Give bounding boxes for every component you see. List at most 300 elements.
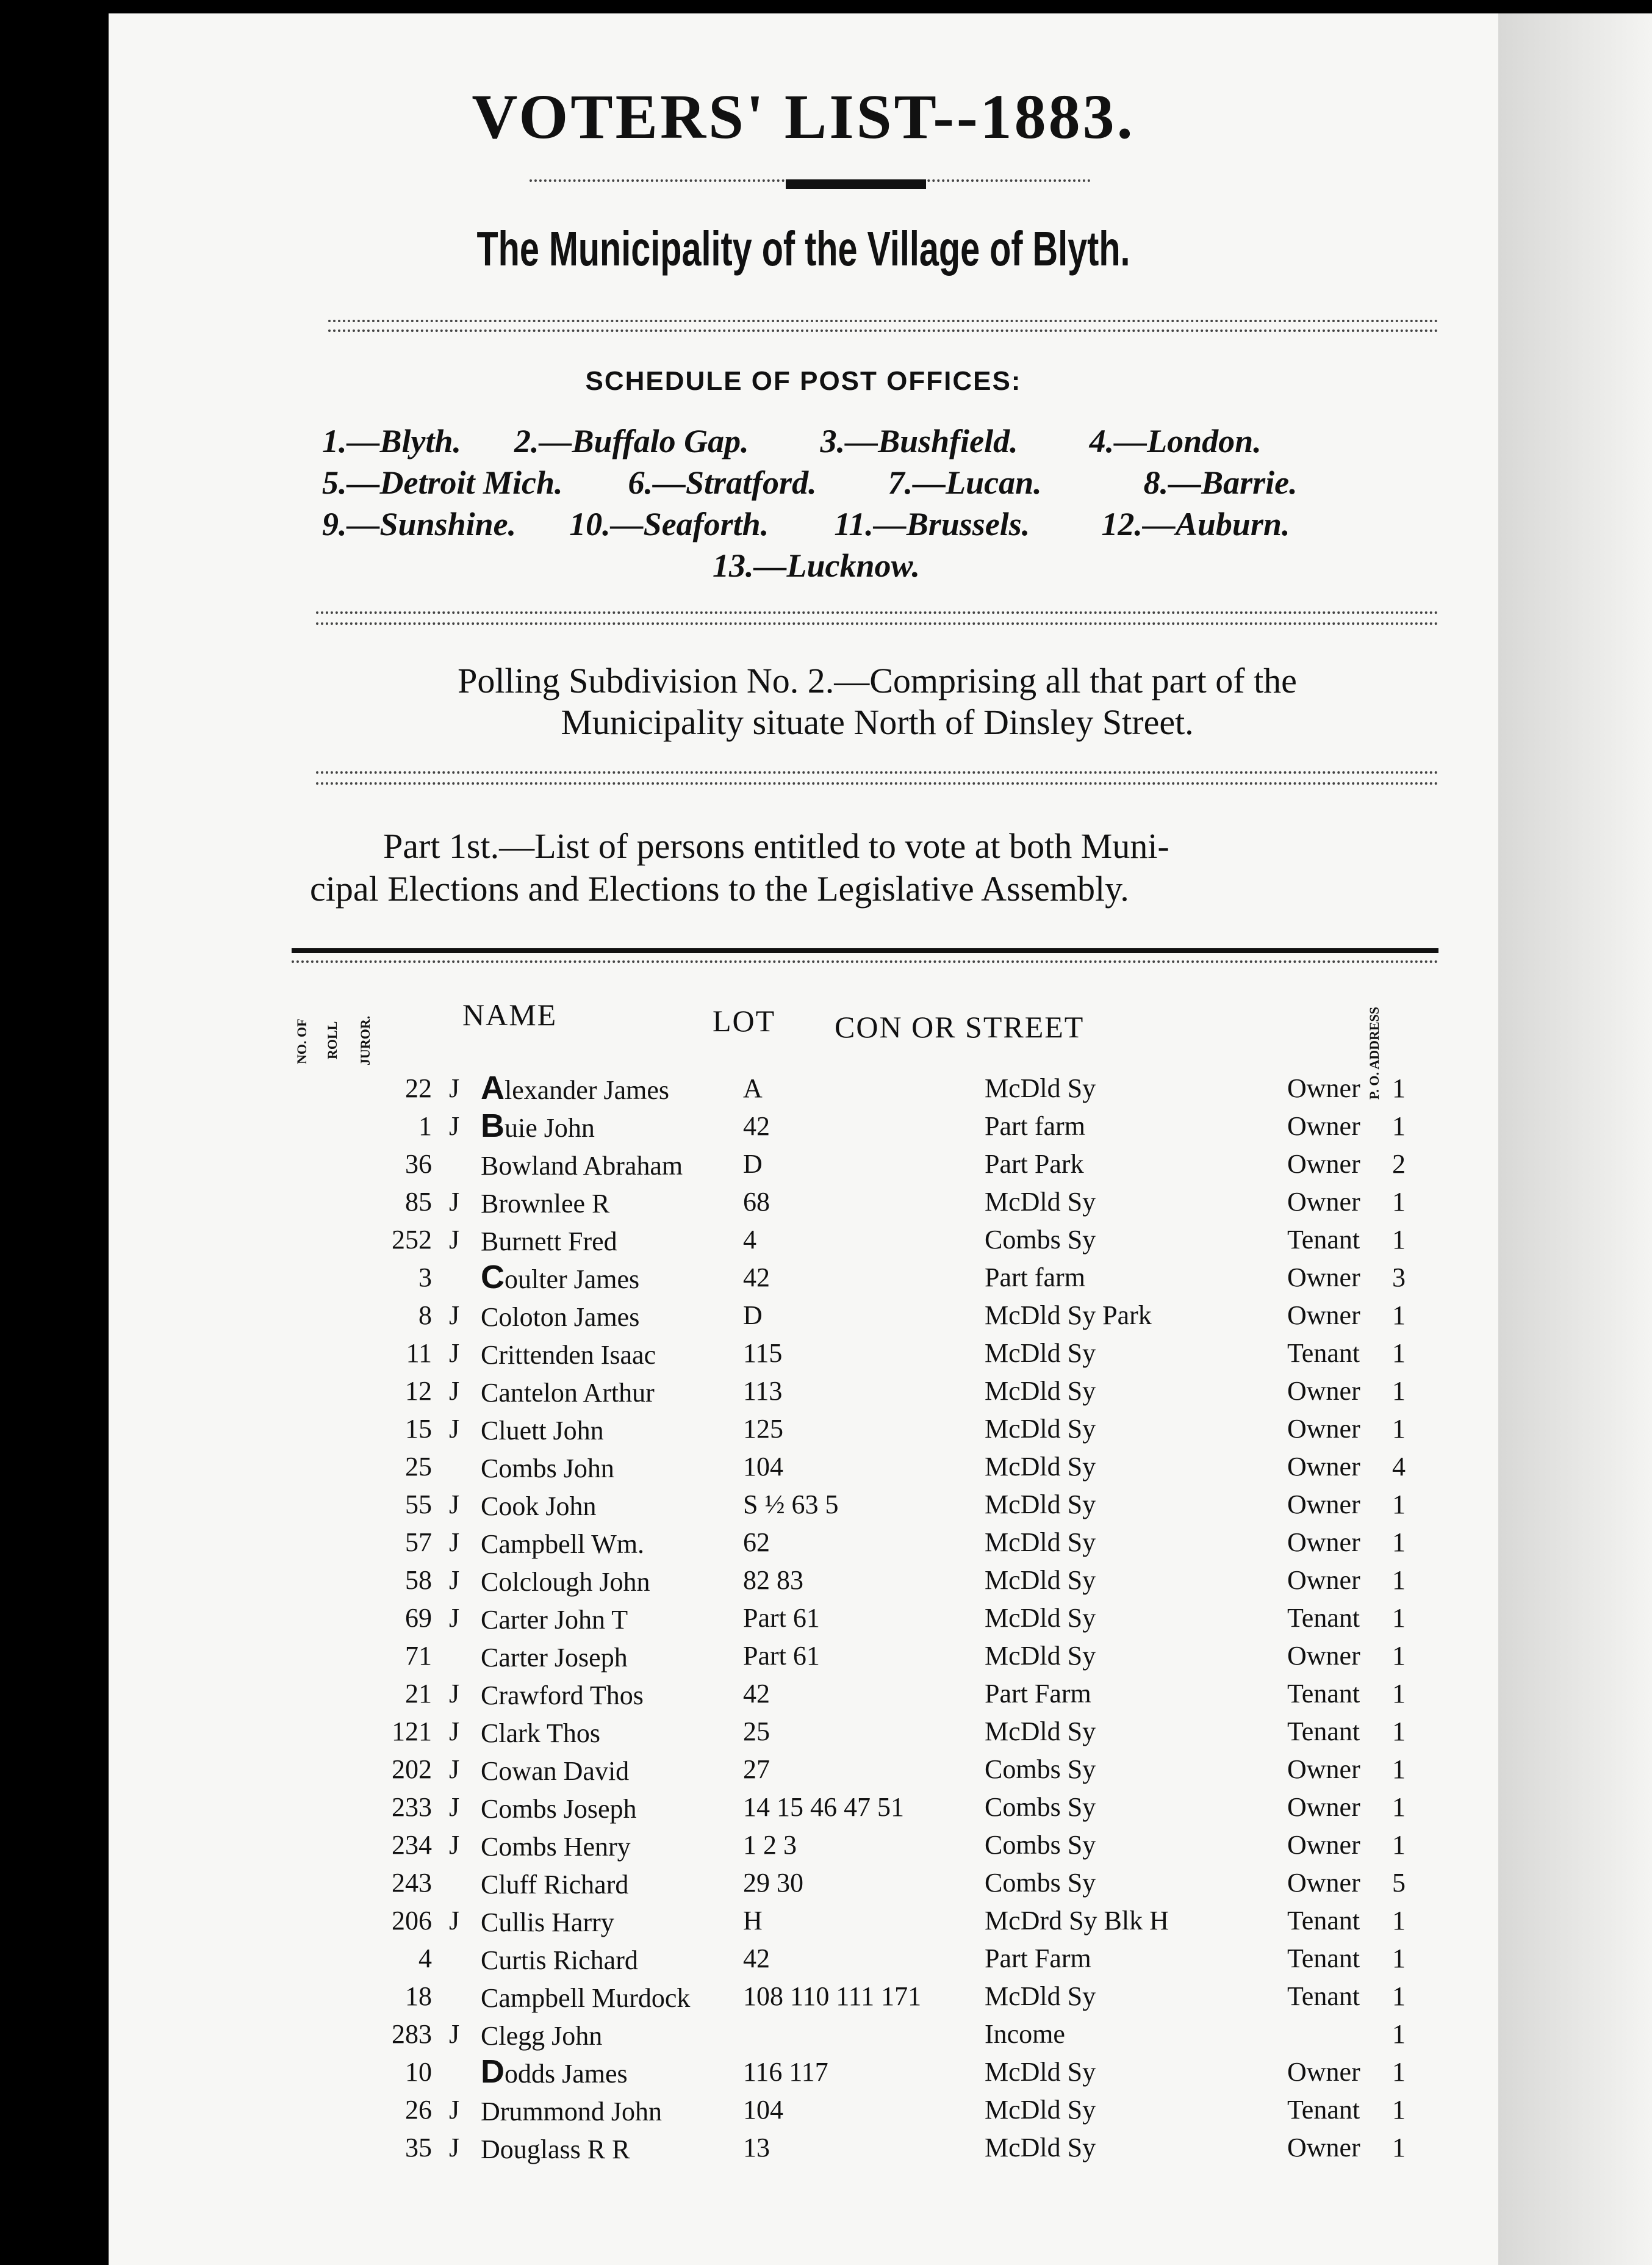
lot-cell: 4 (743, 1224, 756, 1255)
po-address-cell: 1 (1392, 1527, 1406, 1557)
voter-name-cell (481, 1712, 743, 1750)
table-row (286, 2053, 1429, 2090)
voter-name-text: Crittenden Isaac (481, 1340, 656, 1370)
voter-name-cell (481, 1258, 743, 1296)
occupancy-cell: Tenant (1287, 1338, 1360, 1368)
table-row (286, 1674, 1429, 1712)
juror-mark-cell: J (449, 1527, 460, 1557)
juror-mark-cell: J (449, 1375, 460, 1406)
po-address-cell: 1 (1392, 1716, 1406, 1746)
lot-cell: 25 (743, 1716, 770, 1746)
voter-name-text: Colclough John (481, 1567, 650, 1597)
header-po-address: P. O. ADDRESS (1366, 1006, 1382, 1100)
juror-mark-cell: J (449, 1716, 460, 1746)
table-row (286, 2015, 1429, 2053)
voter-name-cell (481, 1863, 743, 1901)
po-address-cell: 1 (1392, 2132, 1406, 2162)
voter-name-cell (481, 1788, 743, 1826)
po-address-cell: 1 (1392, 1602, 1406, 1633)
occupancy-cell: Owner (1287, 1300, 1360, 1330)
post-office-item: 8.—Barrie. (1143, 464, 1298, 501)
occupancy-cell: Owner (1287, 1073, 1360, 1103)
voter-name-cell (481, 1523, 743, 1561)
roll-number-cell: 26 (405, 2094, 432, 2125)
juror-mark-cell: J (449, 1754, 460, 1784)
juror-mark-cell (449, 1145, 481, 1183)
con-or-street-cell: Part Farm (985, 1943, 1091, 1973)
lot-cell: 68 (743, 1186, 770, 1217)
roll-number-cell: 202 (392, 1754, 432, 1784)
alphabet-initial: C (481, 1259, 505, 1295)
con-or-street-cell: Combs Sy (985, 1829, 1096, 1860)
table-row (286, 1220, 1429, 1258)
roll-number-cell: 1 (418, 1111, 432, 1141)
voter-name-text: Carter Joseph (481, 1643, 628, 1673)
post-office-item: 11.—Brussels. (834, 506, 1030, 542)
voter-name-cell (481, 1939, 743, 1977)
lot-cell: Part 61 (743, 1602, 820, 1633)
juror-mark-cell: J (449, 1224, 460, 1255)
roll-number-cell: 3 (418, 1262, 432, 1292)
table-row (286, 1069, 1429, 1107)
voter-name-cell (481, 1334, 743, 1372)
con-or-street-cell: McDld Sy (985, 1338, 1096, 1368)
post-office-item: 1.—Blyth. (322, 423, 462, 459)
voter-name-text: Campbell Wm. (481, 1529, 645, 1559)
con-or-street-cell: Combs Sy (985, 1867, 1096, 1898)
con-or-street-cell: Income (985, 2018, 1065, 2049)
voter-name-cell (481, 1637, 743, 1674)
divider-dotted (316, 782, 1438, 785)
juror-mark-cell: J (449, 1338, 460, 1368)
po-address-cell: 5 (1392, 1867, 1406, 1898)
voter-name-cell (481, 2128, 743, 2166)
polling-subdivision (310, 660, 1445, 743)
juror-mark-cell: J (449, 1413, 460, 1444)
voter-name-cell (481, 1069, 743, 1107)
post-office-item: 10.—Seaforth. (569, 506, 769, 542)
con-or-street-cell: McDld Sy (985, 1527, 1096, 1557)
voter-name-text: Drummond John (481, 2097, 662, 2126)
occupancy-cell: Owner (1287, 1186, 1360, 1217)
roll-number-cell: 21 (405, 1678, 432, 1709)
con-or-street-cell: McDld Sy (985, 2056, 1096, 2087)
con-or-street-cell: McDld Sy (985, 1981, 1096, 2011)
po-address-cell: 1 (1392, 2018, 1406, 2049)
divider-dotted (316, 622, 1438, 625)
con-or-street-cell: McDld Sy (985, 1640, 1096, 1671)
juror-mark-cell (449, 1939, 481, 1977)
con-or-street-cell: McDld Sy (985, 2132, 1096, 2162)
voter-name-text: Cluett John (481, 1416, 604, 1446)
table-row (286, 1447, 1429, 1485)
con-or-street-cell: Part Park (985, 1148, 1084, 1179)
voter-name-cell (481, 1372, 743, 1410)
lot-cell: 104 (743, 1451, 783, 1482)
juror-mark-cell: J (449, 1829, 460, 1860)
juror-mark-cell: J (449, 1791, 460, 1822)
post-office-item: 3.—Bushfield. (820, 423, 1018, 459)
voter-name-text: oulter James (505, 1264, 640, 1294)
table-row (286, 1258, 1429, 1296)
divider-dotted (316, 771, 1438, 774)
con-or-street-cell: Combs Sy (985, 1754, 1096, 1784)
voter-name-text: Cook John (481, 1491, 597, 1521)
occupancy-cell: Tenant (1287, 1943, 1360, 1973)
juror-mark-cell: J (449, 1602, 460, 1633)
header-no-of-roll: NO. OF (294, 1018, 309, 1064)
po-address-cell: 1 (1392, 1338, 1406, 1368)
voter-name-cell (481, 1826, 743, 1863)
lot-cell: A (743, 1073, 763, 1103)
roll-number-cell: 69 (405, 1602, 432, 1633)
post-office-item: 6.—Stratford. (628, 464, 817, 501)
post-office-item: 4.—London. (1089, 423, 1262, 459)
voter-name-text: Cullis Harry (481, 1907, 614, 1937)
juror-mark-cell (449, 1863, 481, 1901)
po-address-cell: 1 (1392, 1640, 1406, 1671)
lot-cell: 115 (743, 1338, 783, 1368)
lot-cell: 108 110 111 171 (743, 1981, 922, 2011)
table-row (286, 1372, 1429, 1410)
juror-mark-cell: J (449, 2094, 460, 2125)
divider-dotted (328, 320, 1438, 322)
occupancy-cell: Owner (1287, 1754, 1360, 1784)
juror-mark-cell: J (449, 1489, 460, 1519)
table-row (286, 1901, 1429, 1939)
post-office-item: 7.—Lucan. (888, 464, 1042, 501)
occupancy-cell: Owner (1287, 1640, 1360, 1671)
header-roll: ROLL (325, 1021, 340, 1059)
roll-number-cell: 243 (392, 1867, 432, 1898)
roll-number-cell: 35 (405, 2132, 432, 2162)
roll-number-cell: 22 (405, 1073, 432, 1103)
voter-name-text: uie John (505, 1113, 595, 1143)
voter-name-cell (481, 1220, 743, 1258)
po-address-cell: 4 (1392, 1451, 1406, 1482)
roll-number-cell: 12 (405, 1375, 432, 1406)
roll-number-cell: 11 (406, 1338, 432, 1368)
con-or-street-cell: Combs Sy (985, 1791, 1096, 1822)
voter-name-text: Douglass R R (481, 2134, 630, 2164)
voter-name-text: Curtis Richard (481, 1945, 638, 1975)
roll-number-cell: 71 (405, 1640, 432, 1671)
voters-table-body (286, 1069, 1429, 2166)
juror-mark-cell: J (449, 1186, 460, 1217)
table-row (286, 1183, 1429, 1220)
lot-cell: 27 (743, 1754, 770, 1784)
table-row (286, 1561, 1429, 1599)
voter-name-cell (481, 1977, 743, 2015)
voter-name-text: Clegg John (481, 2021, 603, 2051)
po-address-cell: 1 (1392, 1375, 1406, 1406)
table-row (286, 1637, 1429, 1674)
juror-mark-cell: J (449, 1905, 460, 1936)
table-row (286, 1863, 1429, 1901)
table-row (286, 1939, 1429, 1977)
voters-table (286, 1069, 1429, 2166)
lot-cell: 62 (743, 1527, 770, 1557)
table-row (286, 1334, 1429, 1372)
con-or-street-cell: McDld Sy (985, 1413, 1096, 1444)
table-row (286, 1599, 1429, 1637)
con-or-street-cell: Part farm (985, 1262, 1085, 1292)
lot-cell: 42 (743, 1678, 770, 1709)
juror-mark-cell: J (449, 1300, 460, 1330)
roll-number-cell: 206 (392, 1905, 432, 1936)
voter-name-cell (481, 2090, 743, 2128)
voter-name-cell (481, 2053, 743, 2090)
lot-cell: 1 2 3 (743, 1829, 797, 1860)
con-or-street-cell: McDld Sy (985, 1489, 1096, 1519)
header-lot: LOT (713, 1004, 776, 1038)
header-juror: JUROR. (357, 1015, 373, 1065)
part-line: Part 1st.—List of persons entitled to vote at both Muni- (383, 826, 1169, 866)
juror-mark-cell: J (449, 2018, 460, 2049)
alphabet-initial: A (481, 1070, 505, 1106)
po-address-cell: 1 (1392, 1791, 1406, 1822)
voter-name-text: Bowland Abraham (481, 1151, 683, 1181)
juror-mark-cell (449, 1977, 481, 2015)
occupancy-cell: Owner (1287, 1262, 1360, 1292)
voter-name-text: Campbell Murdock (481, 1983, 691, 2013)
lot-cell: D (743, 1300, 763, 1330)
lot-cell: 14 15 46 47 51 (743, 1791, 904, 1822)
po-address-cell: 1 (1392, 2056, 1406, 2087)
occupancy-cell: Owner (1287, 1375, 1360, 1406)
voter-name-text: Cluff Richard (481, 1870, 629, 1900)
occupancy-cell: Owner (1287, 1413, 1360, 1444)
juror-mark-cell: J (449, 1073, 460, 1103)
table-row (286, 2128, 1429, 2166)
po-address-cell: 1 (1392, 1073, 1406, 1103)
voter-name-cell (481, 1674, 743, 1712)
roll-number-cell: 121 (392, 1716, 432, 1746)
voter-name-text: Cowan David (481, 1756, 630, 1786)
po-address-cell: 1 (1392, 1413, 1406, 1444)
table-row (286, 1750, 1429, 1788)
header-con-or-street: CON OR STREET (835, 1010, 1085, 1044)
polling-line: Municipality situate North of Dinsley Street. (561, 702, 1194, 742)
occupancy-cell: Tenant (1287, 1602, 1360, 1633)
lot-cell: 13 (743, 2132, 770, 2162)
voter-name-text: Coloton James (481, 1302, 640, 1332)
voter-name-cell (481, 1561, 743, 1599)
lot-cell: 113 (743, 1375, 783, 1406)
post-office-item: 5.—Detroit Mich. (322, 464, 563, 501)
roll-number-cell: 15 (405, 1413, 432, 1444)
post-office-row (713, 547, 920, 585)
voter-name-text: Burnett Fred (481, 1226, 617, 1256)
occupancy-cell: Owner (1287, 2056, 1360, 2087)
lot-cell: 104 (743, 2094, 783, 2125)
occupancy-cell: Tenant (1287, 1981, 1360, 2011)
page-subtitle: The Municipality of the Village of Blyth. (476, 221, 1130, 276)
po-address-cell: 1 (1392, 1943, 1406, 1973)
roll-number-cell: 234 (392, 1829, 432, 1860)
post-office-item: 13.—Lucknow. (713, 547, 921, 584)
voter-name-cell (481, 1599, 743, 1637)
table-row (286, 1788, 1429, 1826)
con-or-street-cell: Part farm (985, 1111, 1085, 1141)
po-address-cell: 1 (1392, 1905, 1406, 1936)
lot-cell: 116 117 (743, 2056, 828, 2087)
post-office-row (322, 505, 1290, 543)
occupancy-cell: Owner (1287, 1111, 1360, 1141)
con-or-street-cell: McDrd Sy Blk H (985, 1905, 1169, 1936)
table-row (286, 1410, 1429, 1447)
con-or-street-cell: McDld Sy (985, 1451, 1096, 1482)
facing-page-edge (1498, 13, 1652, 2265)
table-row (286, 1977, 1429, 2015)
con-or-street-cell: Combs Sy (985, 1224, 1096, 1255)
roll-number-cell: 36 (405, 1148, 432, 1179)
lot-cell: Part 61 (743, 1640, 820, 1671)
voter-name-cell (481, 2015, 743, 2053)
table-row (286, 1523, 1429, 1561)
con-or-street-cell: McDld Sy Park (985, 1300, 1152, 1330)
po-address-cell: 3 (1392, 1262, 1406, 1292)
table-top-rule (292, 948, 1438, 953)
roll-number-cell: 10 (405, 2056, 432, 2087)
occupancy-cell: Tenant (1287, 1678, 1360, 1709)
po-address-cell: 1 (1392, 1981, 1406, 2011)
roll-number-cell: 58 (405, 1565, 432, 1595)
voter-name-cell (481, 1447, 743, 1485)
table-row (286, 2090, 1429, 2128)
table-row (286, 1296, 1429, 1334)
occupancy-cell: Owner (1287, 1867, 1360, 1898)
voter-name-text: Combs Henry (481, 1832, 631, 1862)
table-row (286, 1485, 1429, 1523)
lot-cell: 125 (743, 1413, 783, 1444)
po-address-cell: 1 (1392, 1565, 1406, 1595)
voter-name-cell (481, 1296, 743, 1334)
po-address-cell: 1 (1392, 1224, 1406, 1255)
occupancy-cell: Tenant (1287, 1905, 1360, 1936)
po-address-cell: 1 (1392, 1300, 1406, 1330)
voter-name-text: Crawford Thos (481, 1680, 644, 1710)
lot-cell: S ½ 63 5 (743, 1489, 839, 1519)
juror-mark-cell: J (449, 2132, 460, 2162)
table-row (286, 1826, 1429, 1863)
roll-number-cell: 4 (418, 1943, 432, 1973)
con-or-street-cell: McDld Sy (985, 1602, 1096, 1633)
voter-name-text: Cantelon Arthur (481, 1378, 655, 1408)
voter-name-cell (481, 1107, 743, 1145)
voter-name-cell (481, 1485, 743, 1523)
voter-name-text: Clark Thos (481, 1718, 600, 1748)
voter-name-text: Combs John (481, 1453, 614, 1483)
po-address-cell: 1 (1392, 1678, 1406, 1709)
roll-number-cell: 18 (405, 1981, 432, 2011)
po-address-cell: 1 (1392, 1829, 1406, 1860)
roll-number-cell: 25 (405, 1451, 432, 1482)
po-address-cell: 1 (1392, 1111, 1406, 1141)
voter-name-text: Carter John T (481, 1605, 628, 1635)
divider-dotted (316, 611, 1438, 614)
con-or-street-cell: McDld Sy (985, 2094, 1096, 2125)
divider-dotted (328, 329, 1438, 332)
occupancy-cell: Owner (1287, 1451, 1360, 1482)
post-office-item: 2.—Buffalo Gap. (514, 423, 749, 459)
document-page (109, 13, 1498, 2265)
voter-name-text: odds James (505, 2059, 628, 2089)
occupancy-cell: Owner (1287, 1565, 1360, 1595)
roll-number-cell: 85 (405, 1186, 432, 1217)
juror-mark-cell (449, 2053, 481, 2090)
juror-mark-cell: J (449, 1111, 460, 1141)
table-row (286, 1145, 1429, 1183)
page-title: VOTERS' LIST--1883. (472, 82, 1135, 152)
lot-cell: D (743, 1148, 763, 1179)
voter-name-text: Combs Joseph (481, 1794, 637, 1824)
schedule-heading: SCHEDULE OF POST OFFICES: (585, 366, 1022, 396)
part-heading (310, 825, 1445, 910)
roll-number-cell: 55 (405, 1489, 432, 1519)
lot-cell: 82 83 (743, 1565, 803, 1595)
lot-cell: 29 30 (743, 1867, 803, 1898)
post-office-row (322, 422, 1262, 460)
lot-cell: 42 (743, 1111, 770, 1141)
juror-mark-cell (449, 1447, 481, 1485)
roll-number-cell: 283 (392, 2018, 432, 2049)
po-address-cell: 1 (1392, 1186, 1406, 1217)
alphabet-initial: B (481, 1107, 505, 1144)
juror-mark-cell: J (449, 1678, 460, 1709)
lot-cell (743, 2015, 985, 2053)
voter-name-cell (481, 1145, 743, 1183)
con-or-street-cell: McDld Sy (985, 1716, 1096, 1746)
table-row (286, 1712, 1429, 1750)
occupancy-cell: Tenant (1287, 1224, 1360, 1255)
po-address-cell: 1 (1392, 1489, 1406, 1519)
con-or-street-cell: McDld Sy (985, 1375, 1096, 1406)
po-address-cell: 2 (1392, 1148, 1406, 1179)
voter-name-cell (481, 1901, 743, 1939)
voter-name-cell (481, 1410, 743, 1447)
occupancy-cell: Tenant (1287, 2094, 1360, 2125)
roll-number-cell: 8 (418, 1300, 432, 1330)
occupancy-cell: Owner (1287, 2132, 1360, 2162)
occupancy-cell: Owner (1287, 1527, 1360, 1557)
po-address-cell: 1 (1392, 1754, 1406, 1784)
occupancy-cell: Owner (1287, 1148, 1360, 1179)
table-row (286, 1107, 1429, 1145)
lot-cell: 42 (743, 1943, 770, 1973)
post-office-row (322, 464, 1298, 502)
occupancy-cell: Owner (1287, 1489, 1360, 1519)
alphabet-initial: D (481, 2053, 505, 2090)
occupancy-cell: Owner (1287, 1791, 1360, 1822)
voter-name-text: Brownlee R (481, 1189, 610, 1219)
post-office-item: 12.—Auburn. (1101, 506, 1290, 542)
con-or-street-cell: Part Farm (985, 1678, 1091, 1709)
voter-name-cell (481, 1750, 743, 1788)
voter-name-cell (481, 1183, 743, 1220)
roll-number-cell: 57 (405, 1527, 432, 1557)
juror-mark-cell (449, 1258, 481, 1296)
occupancy-cell: Owner (1287, 1829, 1360, 1860)
roll-number-cell: 252 (392, 1224, 432, 1255)
juror-mark-cell: J (449, 1565, 460, 1595)
con-or-street-cell: McDld Sy (985, 1073, 1096, 1103)
po-address-cell: 1 (1392, 2094, 1406, 2125)
juror-mark-cell (449, 1637, 481, 1674)
voter-name-text: lexander James (505, 1075, 669, 1105)
polling-line: Polling Subdivision No. 2.—Comprising all that part of the (458, 661, 1297, 700)
part-line: cipal Elections and Elections to the Legislative Assembly. (310, 869, 1129, 909)
